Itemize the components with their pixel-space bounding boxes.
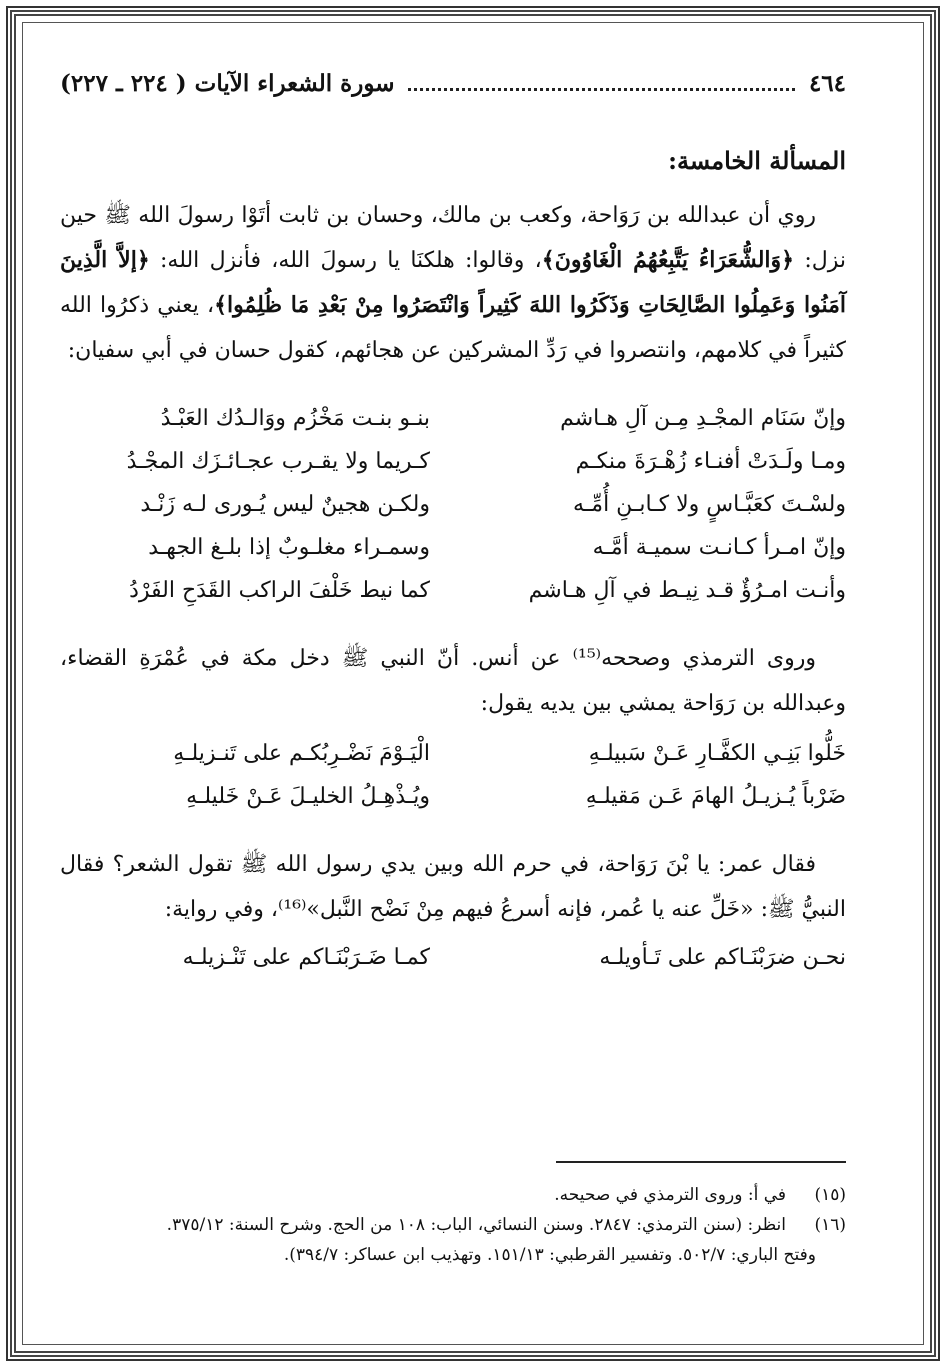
header-dot-leader bbox=[408, 74, 794, 91]
verse-second-hemistich: بنـو بنـت مَخْزُم ووَالـدُك العَبْـدُ bbox=[160, 406, 430, 431]
footnote-separator bbox=[556, 1161, 846, 1163]
verse-first-hemistich: ولسْـتَ كعَبَّـاسٍ ولا كـابـنِ أُمِّـه bbox=[573, 492, 846, 517]
footnote-text: انظر: (سنن الترمذي: ٢٨٤٧. وسنن النسائي، الباب: ١٠٨ من الحج. وشرح السنة: ٣٧٥/١٢. bbox=[166, 1215, 786, 1235]
footnote-number: (١٥) bbox=[814, 1185, 846, 1205]
verse-first-hemistich: خَلُّوا بَنِـي الكفَّـارِ عَـنْ سَبيلـهِ bbox=[588, 741, 846, 766]
chapter-title: سورة الشعراء الآيات ( ٢٢٤ ـ ٢٢٧) bbox=[60, 70, 395, 97]
poem-verse bbox=[60, 440, 846, 483]
verse-second-hemistich: كمـا ضَـرَبْنَـاكم على تَنْـزيلـه bbox=[182, 945, 430, 970]
verse-first-hemistich: وإنّ امـرأ كـانـت سميـة أمَّـه bbox=[592, 535, 846, 560]
verse-first-hemistich: ومـا ولَـدَتْ أفنـاء زُهْـرَةَ منكـم bbox=[575, 449, 846, 474]
verse-second-hemistich: ولكـن هجينٌ ليس يُـورى لـه زَنْـد bbox=[140, 492, 430, 517]
poem-verse bbox=[60, 569, 846, 612]
poem-verse bbox=[60, 397, 846, 440]
paragraph-1-text-b: ، وقالوا: هلكنَا يا رسولَ الله، فأنزل الله: bbox=[149, 248, 542, 273]
verse-second-hemistich: وسمـراء مغلـوبٌ إذا بلـغ الجهـد bbox=[148, 535, 430, 560]
footnote-16-continuation: وفتح الباري: ٥٠٢/٧. وتفسير القرطبي: ١٥١/١٣. وتهذيب ابن عساكر: ٣٩٤/٧). bbox=[283, 1245, 816, 1265]
poem-ibn-rawaha bbox=[60, 732, 846, 818]
section-heading: المسألة الخامسة: bbox=[668, 146, 846, 175]
paragraph-1 bbox=[60, 193, 846, 373]
poem-riwaya bbox=[60, 936, 846, 979]
quran-quote-2: ﴿إلاَّ الَّذِينَ آمَنُوا وَعَمِلُوا الصَّالِحَاتِ وَذَكَرُوا اللهَ كَثِيراً وَانْتَصَرُوا مِنْ بَعْدِ مَا ظُلِمُوا﴾ bbox=[60, 247, 846, 318]
quran-quote-1: ﴿وَالشُّعَرَاءُ يَتَّبِعُهُمُ الْغَاوُونَ﴾ bbox=[541, 247, 795, 273]
footnote-15 bbox=[95, 1180, 846, 1210]
poem-verse bbox=[60, 483, 846, 526]
verse-first-hemistich: ضَرْباً يُـزيـلُ الهامَ عَـن مَقيلـهِ bbox=[585, 784, 846, 809]
poem-verse bbox=[60, 775, 846, 818]
page-number: ٤٦٤ bbox=[808, 70, 846, 97]
verse-second-hemistich: كـريما ولا يقـرب عجـائـزَك المجْـدُ bbox=[126, 449, 430, 474]
poem-verse bbox=[60, 526, 846, 569]
paragraph-3: فقال عمر: يا بْنَ رَوَاحة، في حرم الله وبين يدي رسول الله ﷺ تقول الشعر؟ فقال النبيُّ ﷺ: «خَلِّ عنه يا عُمر، فإنه أسرعُ فيهم مِنْ نَضْح النَّبل»⁽¹⁶⁾، وفي رواية: bbox=[60, 852, 846, 922]
footnote-16 bbox=[95, 1210, 846, 1240]
verse-second-hemistich: ويُـذْهِـلُ الخليـلَ عَـنْ خَليلـهِ bbox=[186, 784, 430, 809]
footnote-number: (١٦) bbox=[814, 1215, 846, 1235]
page-content bbox=[60, 70, 846, 979]
poem-verse bbox=[60, 936, 846, 979]
paragraph-1-text-c: ، يعني ذكرُوا الله كثيراً في كلامهم، وانتصروا في رَدِّ المشركين عن هجائهم، كقول حسان في أبي سفيان: bbox=[60, 293, 846, 363]
verse-first-hemistich: نحـن ضرَبْنَـاكم على تَـأويلـه bbox=[599, 945, 846, 970]
footnotes bbox=[95, 1180, 846, 1270]
poem-verse bbox=[60, 732, 846, 775]
verse-second-hemistich: كما نيط خَلْفَ الراكب القَدَحِ الفَرْدُ bbox=[129, 578, 430, 603]
paragraph-1-text-a: روي أن عبدالله بن رَوَاحة، وكعب بن مالك، وحسان بن ثابت أتَوْا رسولَ الله ﷺ حين نزل: bbox=[60, 203, 846, 273]
verse-second-hemistich: الْيَـوْمَ نَضْـرِبُكـم على تَنـزيلـهِ bbox=[173, 741, 430, 766]
verse-first-hemistich: وأنـت امـرُؤٌ قـد نِيـط في آلِ هـاشم bbox=[528, 578, 846, 603]
running-header bbox=[60, 70, 846, 110]
footnote-text: في أ: وروى الترمذي في صحيحه. bbox=[554, 1185, 786, 1205]
paragraph-2: وروى الترمذي وصححه⁽¹⁵⁾ عن أنس. أنّ النبي ﷺ دخل مكة في عُمْرَةِ القضاء، وعبدالله بن رَوَاحة يمشي بين يديه يقول: bbox=[60, 646, 846, 716]
poem-hassan bbox=[60, 397, 846, 612]
verse-first-hemistich: وإنّ سَنَام المجْـدِ مِـن آلِ هـاشم bbox=[560, 406, 846, 431]
